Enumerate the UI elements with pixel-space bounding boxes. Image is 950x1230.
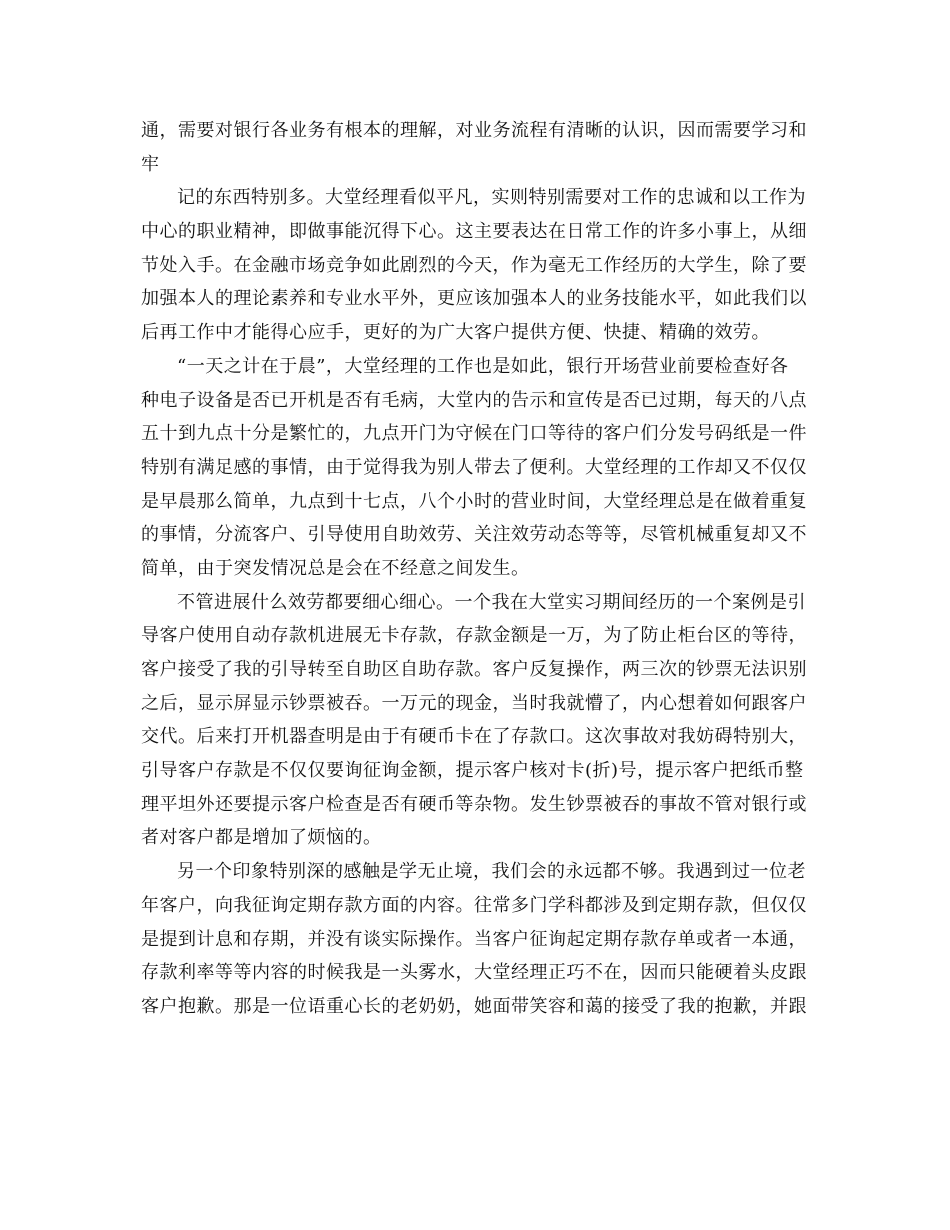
text-line: 存款利率等等内容的时候我是一头雾水，大堂经理正巧不在，因而只能硬着头皮跟 <box>141 962 807 984</box>
text-line: 节处入手。在金融市场竞争如此剧烈的今天，作为毫无工作经历的大学生，除了要 <box>141 254 807 276</box>
body-text <box>141 114 821 1024</box>
text-line: 另一个印象特别深的感触是学无止境，我们会的永远都不够。我遇到过一位老 <box>177 861 806 883</box>
text-line: 不管进展什么效劳都要细心细心。一个我在大堂实习期间经历的一个案例是引 <box>177 591 806 613</box>
text-line: 通，需要对银行各业务有根本的理解，对业务流程有清晰的认识，因而需要学习和 <box>141 120 807 141</box>
text-line: 之后，显示屏显示钞票被吞。一万元的现金，当时我就懵了，内心想着如何跟客户 <box>141 692 807 714</box>
text-line: 加强本人的理论素养和专业水平外，更应该加强本人的业务技能水平，如此我们以 <box>141 288 807 310</box>
text-line: 记的东西特别多。大堂经理看似平凡，实则特别需要对工作的忠诚和以工作为 <box>177 187 806 209</box>
text-line: 者对客户都是增加了烦恼的。 <box>141 827 382 849</box>
text-line: 后再工作中才能得心应手，更好的为广大客户提供方便、快捷、精确的效劳。 <box>141 322 770 344</box>
text-line: 是提到计息和存期，并没有谈实际操作。当客户征询起定期存款存单或者一本通， <box>141 928 807 950</box>
text-line: 交代。后来打开机器查明是由于有硬币卡在了存款口。这次事故对我妨碍特别大， <box>141 726 807 748</box>
text-line: 是早晨那么简单，九点到十七点，八个小时的营业时间，大堂经理总是在做着重复 <box>141 490 807 512</box>
text-line: 中心的职业精神，即做事能沉得下心。这主要表达在日常工作的许多小事上，从细 <box>141 221 807 243</box>
text-line: 简单，由于突发情况总是会在不经意之间发生。 <box>141 557 530 579</box>
text-line: “一天之计在于晨”，大堂经理的工作也是如此，银行开场营业前要检查好各 <box>177 355 789 377</box>
text-line: 理平坦外还要提示客户检查是否有硬币等杂物。发生钞票被吞的事故不管对银行或 <box>141 793 807 815</box>
text-line: 导客户使用自动存款机进展无卡存款，存款金额是一万，为了防止柜台区的等待， <box>141 625 807 647</box>
text-line: 引导客户存款是不仅仅要询征询金额，提示客户核对卡(折)号，提示客户把纸币整 <box>141 760 804 782</box>
text-line: 特别有满足感的事情，由于觉得我为别人带去了便利。大堂经理的工作却又不仅仅 <box>141 456 807 478</box>
text-line: 的事情，分流客户、引导使用自助效劳、关注效劳动态等等，尽管机械重复却又不 <box>141 524 807 546</box>
text-line: 五十到九点十分是繁忙的，九点开门为守候在门口等待的客户们分发号码纸是一件 <box>141 423 807 445</box>
text-line: 种电子设备是否已开机是否有毛病，大堂内的告示和宣传是否已过期，每天的八点 <box>141 389 807 411</box>
text-line: 客户接受了我的引导转至自助区自助存款。客户反复操作，两三次的钞票无法识别 <box>141 659 807 680</box>
text-line: 客户抱歉。那是一位语重心长的老奶奶，她面带笑容和蔼的接受了我的抱歉，并跟 <box>141 995 807 1017</box>
text-line: 牢 <box>141 153 160 175</box>
text-line: 年客户，向我征询定期存款方面的内容。往常多门学科都涉及到定期存款，但仅仅 <box>141 894 807 916</box>
